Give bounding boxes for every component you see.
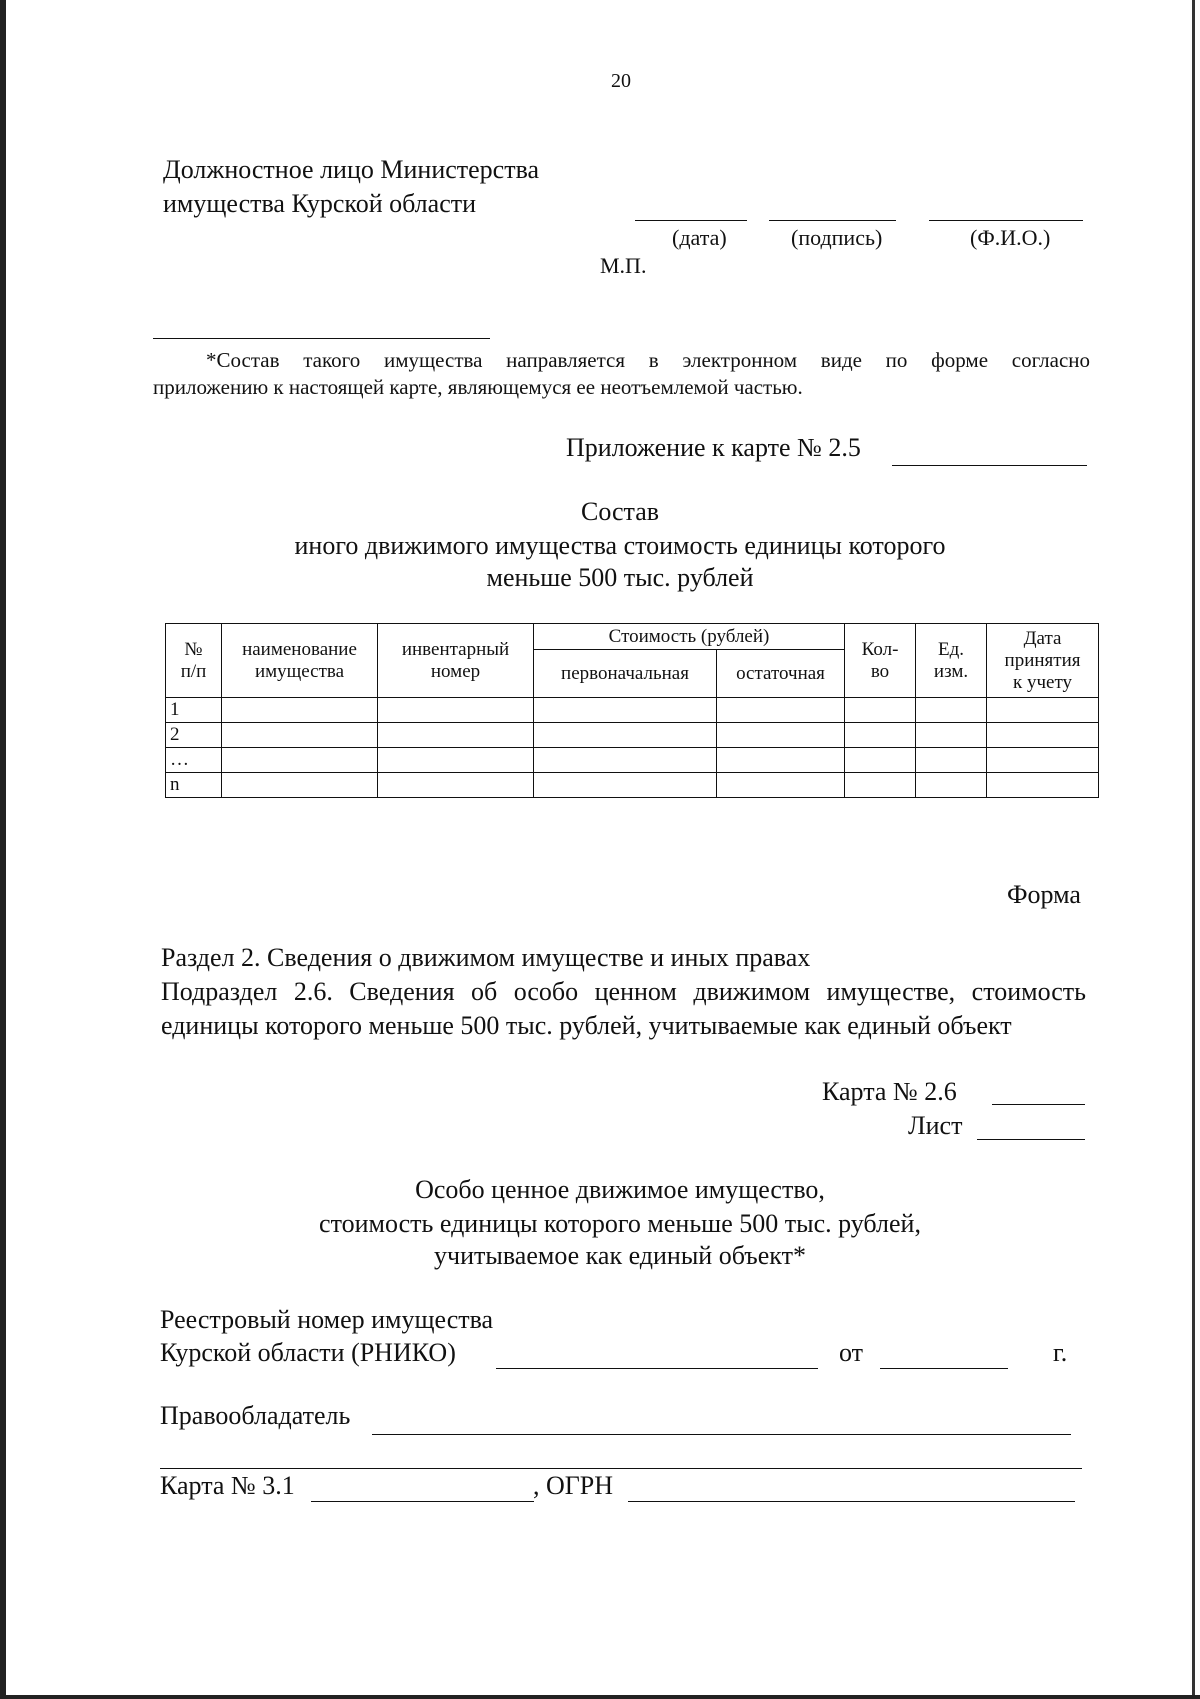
holder-label: Правообладатель bbox=[160, 1401, 351, 1430]
scan-border-left bbox=[0, 0, 6, 1699]
scan-border-bottom bbox=[0, 1695, 1200, 1699]
heading-line3: учитываемое как единый объект* bbox=[434, 1241, 806, 1270]
header-unit-l1: Ед. bbox=[938, 638, 965, 660]
row-number: n bbox=[166, 773, 222, 798]
date-caption: (дата) bbox=[672, 225, 727, 250]
bottom-card-label: Карта № 3.1 bbox=[160, 1471, 295, 1500]
holder-line bbox=[372, 1434, 1071, 1435]
header-name-l2: имущества bbox=[254, 660, 345, 682]
header-residual: остаточная bbox=[717, 650, 845, 698]
header-qty-l2: во bbox=[870, 660, 890, 682]
scan-border-right bbox=[1192, 0, 1195, 1699]
composition-subtitle-line1: иного движимого имущества стоимость единицы которого bbox=[294, 531, 946, 560]
header-inv-l1: инвентарный bbox=[401, 638, 510, 660]
header-num-l1: № bbox=[184, 638, 203, 660]
form-label: Форма bbox=[1007, 880, 1081, 909]
registry-line2: Курской области (РНИКО) bbox=[160, 1338, 456, 1367]
registry-line1: Реестровый номер имущества bbox=[160, 1305, 494, 1334]
header-qty-l1: Кол- bbox=[861, 638, 899, 660]
header-date-l3: к учету bbox=[1013, 671, 1073, 693]
date-line bbox=[635, 220, 747, 221]
composition-table bbox=[165, 623, 1099, 798]
bottom-card-number-line bbox=[311, 1501, 534, 1502]
header-num-l2: п/п bbox=[180, 660, 207, 682]
page-number: 20 bbox=[611, 70, 631, 92]
heading-line2: стоимость единицы которого меньше 500 тыс. рублей, bbox=[319, 1209, 921, 1238]
section-line2: Подраздел 2.6. Сведения об особо ценном движимом имуществе, стоимость bbox=[161, 977, 1086, 1006]
appendix-number-line bbox=[892, 465, 1087, 466]
row-number: … bbox=[166, 748, 222, 773]
bottom-ogrn-label: , ОГРН bbox=[533, 1471, 614, 1500]
official-title-line1: Должностное лицо Министерства bbox=[163, 155, 540, 184]
header-initial: первоначальная bbox=[534, 650, 717, 698]
header-date-l1: Дата bbox=[1023, 627, 1062, 649]
section-line1: Раздел 2. Сведения о движимом имуществе и иных правах bbox=[161, 943, 811, 972]
signature-caption: (подпись) bbox=[791, 225, 883, 250]
name-line bbox=[929, 220, 1083, 221]
header-name-l1: наименование bbox=[242, 638, 357, 660]
row-number: 1 bbox=[166, 698, 222, 723]
header-inv-l2: номер bbox=[430, 660, 481, 682]
name-caption: (Ф.И.О.) bbox=[970, 225, 1051, 250]
signature-line bbox=[769, 220, 896, 221]
table-row bbox=[166, 773, 1099, 798]
card-number-line bbox=[992, 1104, 1085, 1105]
bottom-ogrn-line bbox=[628, 1501, 1075, 1502]
table-row bbox=[166, 698, 1099, 723]
sheet-number-line bbox=[977, 1139, 1085, 1140]
appendix-label: Приложение к карте № 2.5 bbox=[566, 433, 861, 462]
registry-from-label: от bbox=[839, 1338, 864, 1367]
stamp-caption: М.П. bbox=[600, 253, 647, 278]
table-row bbox=[166, 748, 1099, 773]
holder-line-second bbox=[160, 1468, 1082, 1469]
section-line3: единицы которого меньше 500 тыс. рублей, учитываемые как единый объект bbox=[161, 1011, 1012, 1040]
sheet-label: Лист bbox=[908, 1111, 963, 1140]
footnote-line2: приложению к настоящей карте, являющемуся ее неотъемлемой частью. bbox=[153, 375, 803, 399]
header-date-l2: принятия bbox=[1004, 649, 1081, 671]
registry-year-label: г. bbox=[1053, 1338, 1068, 1367]
registry-number-line bbox=[496, 1368, 818, 1369]
header-unit bbox=[916, 624, 987, 698]
row-number: 2 bbox=[166, 723, 222, 748]
card-label: Карта № 2.6 bbox=[822, 1077, 957, 1106]
composition-subtitle-line2: меньше 500 тыс. рублей bbox=[486, 563, 754, 592]
footnote-separator bbox=[153, 338, 490, 339]
footnote-line1: *Состав такого имущества направляется в электронном виде по форме согласно bbox=[206, 348, 1090, 372]
header-unit-l2: изм. bbox=[933, 660, 969, 682]
composition-title: Состав bbox=[580, 497, 660, 526]
header-num bbox=[166, 624, 222, 698]
official-title-line2: имущества Курской области bbox=[163, 189, 477, 218]
header-name bbox=[222, 624, 378, 698]
header-inventory bbox=[378, 624, 534, 698]
header-date bbox=[987, 624, 1099, 698]
registry-date-line bbox=[880, 1368, 1008, 1369]
header-qty bbox=[845, 624, 916, 698]
heading-line1: Особо ценное движимое имущество, bbox=[415, 1175, 825, 1204]
header-cost: Стоимость (рублей) bbox=[534, 624, 845, 650]
table-row bbox=[166, 723, 1099, 748]
